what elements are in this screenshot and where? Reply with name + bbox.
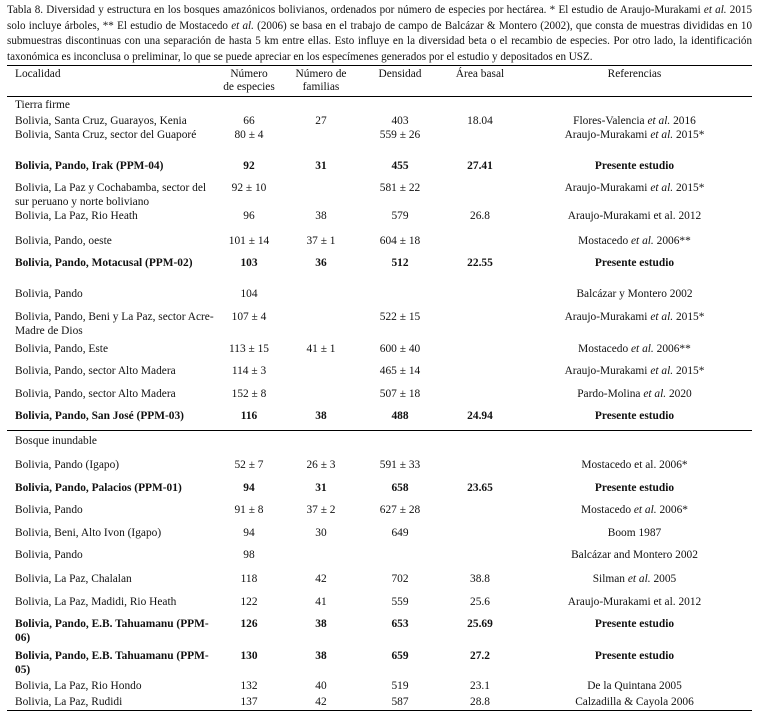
family-count-cell: 41 [315, 596, 327, 608]
family-count-cell: 27 [315, 115, 327, 127]
reference-text: Silman [592, 573, 628, 585]
basal-area-cell: 18.04 [467, 115, 493, 127]
header-numero-especies-line2: de especies [223, 81, 275, 93]
locality-cell: Bolivia, La Paz y Cochabamba, sector del sur peruano y norte boliviano [15, 182, 207, 209]
reference-cell [519, 159, 750, 173]
species-count-cell: 96 [243, 210, 255, 222]
locality-cell: Bolivia, La Paz, Rio Heath [15, 210, 138, 222]
family-count-cell: 38 [315, 410, 327, 422]
family-count-cell: 38 [315, 650, 327, 662]
caption-part-1: Tabla 8. Diversidad y estructura en los bosques amazónicos bolivianos, ordenados por número de especies por hectárea. * El estudio de Araujo-Murakami [7, 4, 704, 16]
caption-part-2: 2015 solo incluye árboles, ** El estudio de Mostacedo [7, 4, 752, 32]
density-cell: 653 [391, 618, 409, 630]
reference-cell [519, 458, 750, 472]
header-area-basal: Área basal [455, 68, 505, 80]
reference-cell [519, 695, 750, 709]
reference-text: De la Quintana 2005 [587, 680, 682, 692]
basal-area-cell: 27.41 [467, 160, 493, 172]
density-cell: 465 ± 14 [379, 365, 421, 377]
density-cell: 579 [391, 210, 409, 222]
header-numero-especies-line1: Número [230, 68, 268, 80]
family-count-cell: 30 [315, 527, 327, 539]
reference-cell [519, 310, 750, 324]
density-cell: 519 [391, 680, 409, 692]
species-count-cell: 94 [243, 482, 255, 494]
reference-cell [519, 114, 750, 128]
basal-area-cell: 28.8 [470, 696, 490, 708]
reference-cell [519, 256, 750, 270]
basal-area-cell: 25.69 [467, 618, 493, 630]
reference-et-al: et al. [650, 129, 674, 141]
reference-text: Araujo-Murakami [564, 365, 651, 377]
species-count-cell: 94 [243, 527, 255, 539]
locality-cell: Bolivia, Pando, Este [15, 343, 109, 355]
reference-cell [519, 342, 750, 356]
family-count-cell: 40 [315, 680, 327, 692]
reference-text: Boom 1987 [607, 527, 662, 539]
basal-area-cell: 23.1 [470, 680, 490, 692]
caption-et-al-2: et al. [231, 19, 254, 32]
caption-et-al-1: et al. [703, 4, 727, 16]
density-cell: 627 ± 28 [379, 504, 421, 516]
species-count-cell: 91 ± 8 [234, 504, 264, 516]
density-cell: 522 ± 15 [379, 311, 421, 323]
reference-suffix: 2015* [673, 182, 705, 194]
basal-area-cell: 27.2 [470, 650, 490, 662]
header-referencias: Referencias [607, 68, 662, 80]
reference-cell [519, 617, 750, 631]
family-count-cell: 31 [315, 482, 327, 494]
header-localidad: Localidad [15, 68, 61, 80]
reference-suffix: 2006** [653, 343, 691, 355]
reference-suffix: 2020 [666, 388, 692, 400]
reference-text: Balcázar y Montero 2002 [576, 288, 693, 300]
reference-cell [519, 128, 750, 142]
locality-cell: Bolivia, Pando, Beni y La Paz, sector Acre-Madre de Dios [15, 311, 214, 338]
reference-cell [519, 287, 750, 301]
caption-part-3: (2006) se basa en el trabajo de campo de Balcázar & Montero (2002), que consta de muestras divididas en 10 submuestras discontinuas con una separación de hasta 5 km entre ellas. Esto influye en la diversidad beta o el recambio de especies. Por otro lado, la identificación taxonómica es inconclusa o preliminar, lo que se puede apreciar en los especímenes generados por el estudio y depositados en USZ. [7, 19, 752, 63]
density-cell: 587 [391, 696, 409, 708]
family-count-cell: 38 [315, 210, 327, 222]
reference-cell [519, 409, 750, 423]
reference-text: Presente estudio [594, 410, 675, 422]
locality-cell: Bolivia, La Paz, Chalalan [15, 573, 132, 585]
reference-text: Araujo-Murakami et al. 2012 [567, 596, 702, 608]
species-count-cell: 107 ± 4 [231, 311, 267, 323]
species-count-cell: 101 ± 14 [228, 235, 270, 247]
density-cell: 591 ± 33 [379, 459, 421, 471]
reference-text: Presente estudio [594, 482, 675, 494]
reference-text: Mostacedo et al. 2006* [581, 459, 688, 471]
locality-cell: Bolivia, Beni, Alto Ivon (Igapo) [15, 527, 162, 539]
basal-area-cell: 25.6 [470, 596, 490, 608]
section-title-tierra-firme: Tierra firme [15, 99, 70, 111]
species-count-cell: 116 [240, 410, 258, 422]
section-divider [7, 430, 752, 431]
locality-cell: Bolivia, Pando, oeste [15, 235, 112, 247]
reference-cell [519, 595, 750, 609]
reference-cell [519, 181, 750, 195]
density-cell: 702 [391, 573, 409, 585]
density-cell: 659 [391, 650, 409, 662]
species-count-cell: 152 ± 8 [231, 388, 267, 400]
density-cell: 403 [391, 115, 409, 127]
family-count-cell: 37 ± 2 [306, 504, 336, 516]
reference-text: Presente estudio [594, 650, 675, 662]
reference-suffix: 2006** [653, 235, 691, 247]
basal-area-cell: 38.8 [470, 573, 490, 585]
reference-text: Pardo-Molina [577, 388, 644, 400]
density-cell: 604 ± 18 [379, 235, 421, 247]
density-cell: 649 [391, 527, 409, 539]
reference-cell [519, 209, 750, 223]
species-count-cell: 118 [240, 573, 258, 585]
header-numero-familias-line1: Número de [295, 68, 347, 80]
reference-text: Balcázar and Montero 2002 [571, 549, 698, 561]
locality-cell: Bolivia, Pando, Palacios (PPM-01) [15, 482, 182, 494]
reference-cell [519, 481, 750, 495]
reference-cell [519, 503, 750, 517]
reference-et-al: et al. [650, 365, 674, 377]
locality-cell: Bolivia, Santa Cruz, Guarayos, Kenia [15, 115, 187, 127]
reference-suffix: 2015* [673, 129, 705, 141]
species-count-cell: 114 ± 3 [231, 365, 267, 377]
density-cell: 581 ± 22 [379, 182, 421, 194]
species-count-cell: 137 [240, 696, 258, 708]
reference-et-al: et al. [647, 115, 671, 127]
species-count-cell: 104 [240, 288, 258, 300]
reference-text: Mostacedo [581, 504, 634, 516]
reference-et-al: et al. [650, 311, 674, 323]
species-count-cell: 52 ± 7 [234, 459, 264, 471]
reference-suffix: 2016 [670, 115, 696, 127]
locality-cell: Bolivia, Pando [15, 504, 83, 516]
header-numero-familias [283, 68, 359, 94]
species-count-cell: 122 [240, 596, 258, 608]
family-count-cell: 38 [315, 618, 327, 630]
density-cell: 455 [391, 160, 409, 172]
reference-text: Flores-Valencia [573, 115, 648, 127]
reference-cell [519, 548, 750, 562]
locality-cell: Bolivia, Pando, San José (PPM-03) [15, 410, 184, 422]
header-numero-familias-line2: familias [302, 81, 340, 93]
density-cell: 488 [391, 410, 409, 422]
family-count-cell: 26 ± 3 [306, 459, 336, 471]
reference-text: Calzadilla & Cayola 2006 [575, 696, 694, 708]
family-count-cell: 41 ± 1 [306, 343, 336, 355]
density-cell: 507 ± 18 [379, 388, 421, 400]
reference-cell [519, 234, 750, 248]
reference-et-al: et al. [650, 182, 674, 194]
locality-cell: Bolivia, Pando, E.B. Tahuamanu (PPM-05) [15, 650, 209, 677]
reference-text: Araujo-Murakami et al. 2012 [567, 210, 702, 222]
species-count-cell: 92 [243, 160, 255, 172]
density-cell: 559 ± 26 [379, 129, 421, 141]
species-count-cell: 66 [243, 115, 255, 127]
density-cell: 600 ± 40 [379, 343, 421, 355]
reference-text: Presente estudio [594, 618, 675, 630]
locality-cell: Bolivia, Pando, E.B. Tahuamanu (PPM-06) [15, 618, 209, 645]
header-numero-especies [215, 68, 283, 94]
family-count-cell: 37 ± 1 [306, 235, 336, 247]
section-title-bosque-inundable: Bosque inundable [15, 435, 97, 447]
locality-cell: Bolivia, Pando [15, 288, 83, 300]
reference-suffix: 2005 [650, 573, 677, 585]
header-densidad: Densidad [378, 68, 422, 80]
reference-cell [519, 526, 750, 540]
density-cell: 559 [391, 596, 409, 608]
reference-cell [519, 679, 750, 693]
top-rule [7, 65, 752, 66]
reference-text: Araujo-Murakami [564, 182, 651, 194]
reference-text: Araujo-Murakami [564, 129, 651, 141]
species-count-cell: 80 ± 4 [234, 129, 264, 141]
locality-cell: Bolivia, Santa Cruz, sector del Guaporé [15, 129, 197, 141]
reference-cell [519, 387, 750, 401]
basal-area-cell: 23.65 [467, 482, 493, 494]
locality-cell: Bolivia, La Paz, Madidi, Rio Heath [15, 596, 177, 608]
species-count-cell: 132 [240, 680, 258, 692]
table-caption [7, 3, 752, 65]
reference-suffix: 2006* [656, 504, 688, 516]
locality-cell: Bolivia, Pando (Igapo) [15, 459, 120, 471]
reference-text: Mostacedo [578, 235, 631, 247]
basal-area-cell: 22.55 [467, 257, 493, 269]
locality-cell: Bolivia, Pando, sector Alto Madera [15, 388, 176, 400]
reference-cell [519, 649, 750, 663]
reference-et-al: et al. [633, 504, 657, 516]
reference-text: Mostacedo [578, 343, 631, 355]
reference-cell [519, 364, 750, 378]
family-count-cell: 42 [315, 696, 327, 708]
locality-cell: Bolivia, Pando [15, 549, 83, 561]
species-count-cell: 130 [240, 650, 258, 662]
species-count-cell: 103 [240, 257, 258, 269]
reference-et-al: et al. [631, 235, 654, 247]
reference-suffix: 2015* [673, 311, 705, 323]
reference-et-al: et al. [631, 343, 654, 355]
bottom-rule [7, 710, 752, 711]
reference-suffix: 2015* [673, 365, 705, 377]
locality-cell: Bolivia, Pando, Irak (PPM-04) [15, 160, 164, 172]
family-count-cell: 42 [315, 573, 327, 585]
reference-text: Presente estudio [594, 257, 675, 269]
reference-text: Presente estudio [594, 160, 675, 172]
locality-cell: Bolivia, Pando, sector Alto Madera [15, 365, 176, 377]
locality-cell: Bolivia, La Paz, Rio Hondo [15, 680, 142, 692]
density-cell: 512 [391, 257, 409, 269]
species-count-cell: 98 [243, 549, 255, 561]
density-cell: 658 [391, 482, 409, 494]
header-rule [7, 96, 752, 97]
basal-area-cell: 26.8 [470, 210, 490, 222]
species-count-cell: 113 ± 15 [228, 343, 269, 355]
reference-text: Araujo-Murakami [564, 311, 651, 323]
species-count-cell: 92 ± 10 [231, 182, 267, 194]
locality-cell: Bolivia, La Paz, Rudidi [15, 696, 123, 708]
reference-et-al: et al. [627, 573, 651, 585]
reference-cell [519, 572, 750, 586]
species-count-cell: 126 [240, 618, 258, 630]
family-count-cell: 31 [315, 160, 327, 172]
family-count-cell: 36 [315, 257, 327, 269]
reference-et-al: et al. [643, 388, 667, 400]
basal-area-cell: 24.94 [467, 410, 493, 422]
locality-cell: Bolivia, Pando, Motacusal (PPM-02) [15, 257, 193, 269]
